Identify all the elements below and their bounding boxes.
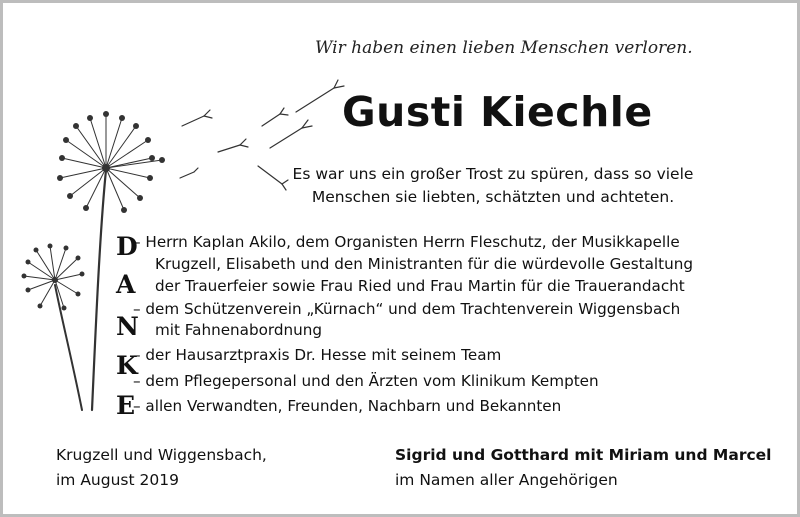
thanks-line: – dem Schützenverein „Kürnach“ und dem Trachtenverein Wiggensbach xyxy=(133,300,681,318)
comfort-line: Es war uns ein großer Trost zu spüren, dass so viele xyxy=(292,165,694,183)
date-text: im August 2019 xyxy=(56,471,179,489)
thanks-line: – dem Pflegepersonal und den Ärzten vom Klinikum Kempten xyxy=(133,372,599,390)
danke-letter-d: D xyxy=(116,232,138,261)
danke-letter-n: N xyxy=(116,312,139,341)
thanks-line: der Trauerfeier sowie Frau Ried und Frau Martin für die Trauerandacht xyxy=(155,277,685,295)
danke-letter-k: K xyxy=(116,351,138,380)
thanks-line: – allen Verwandten, Freunden, Nachbarn und Bekannten xyxy=(133,397,562,415)
comfort-line: Menschen sie liebten, schätzten und achteten. xyxy=(311,188,675,206)
danke-letter-a: A xyxy=(116,270,136,299)
thanks-line: – Herrn Kaplan Akilo, dem Organisten Herrn Fleschutz, der Musikkapelle xyxy=(133,233,680,251)
signature-names: Sigrid und Gotthard mit Miriam und Marcel xyxy=(395,446,772,464)
signature-block xyxy=(395,443,771,493)
intro-text: Wir haben einen lieben Menschen verloren. xyxy=(315,38,693,58)
thanks-line: mit Fahnenabordnung xyxy=(155,321,323,339)
deceased-name: Gusti Kiechle xyxy=(342,88,653,136)
signature-subtitle: im Namen aller Angehörigen xyxy=(395,471,618,489)
danke-letter-e: E xyxy=(116,391,136,420)
thanks-line: – der Hausarztpraxis Dr. Hesse mit seinem Team xyxy=(133,346,502,364)
place-date-block xyxy=(56,443,267,493)
place-text: Krugzell und Wiggensbach, xyxy=(56,446,267,464)
comfort-text xyxy=(283,163,703,209)
thanks-line: Krugzell, Elisabeth und den Ministranten für die würdevolle Gestaltung xyxy=(155,255,693,273)
